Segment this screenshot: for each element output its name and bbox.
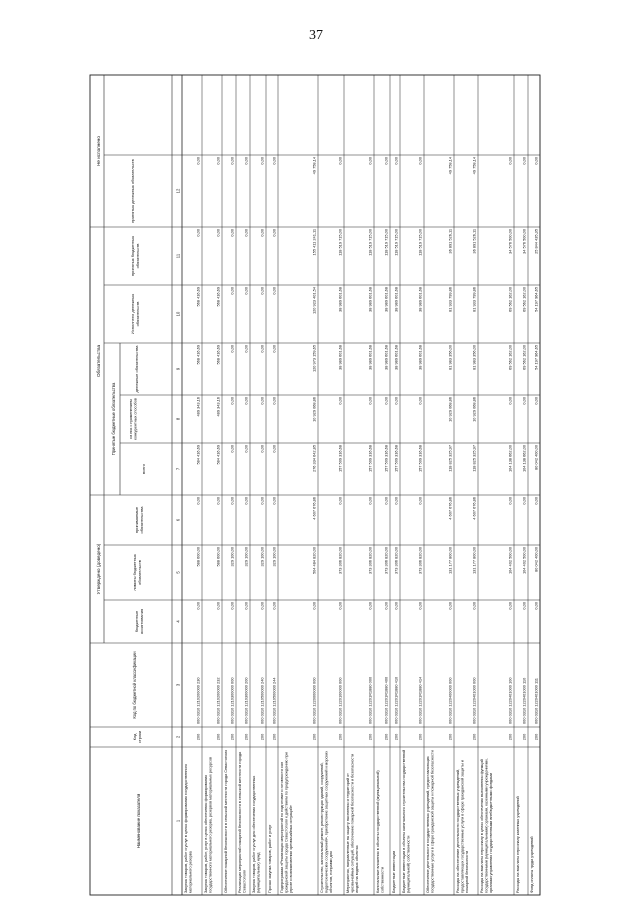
- row-name: Бюджетные инвестиции: [392, 850, 396, 893]
- row-value-c8: 0,00: [393, 397, 399, 405]
- row-value-c9: 38 989 601,68: [417, 345, 423, 370]
- row-value-c6: 4 607 676,86: [311, 497, 317, 520]
- column-number: 3: [175, 683, 181, 687]
- row-value-c4: 0,00: [447, 602, 453, 610]
- row-code: 200: [471, 733, 477, 741]
- row-value-c4: 0,00: [311, 602, 317, 610]
- row-value-c7: 80 042 400,00: [533, 445, 539, 470]
- row-value-c4: 0,00: [383, 602, 389, 610]
- row-value-c8: 0,00: [259, 397, 265, 405]
- row-value-c5: 373 306 820,00: [367, 547, 373, 575]
- row-value-c9: 38 989 601,68: [337, 345, 343, 370]
- row-value-c4: 0,00: [507, 602, 513, 610]
- row-value-c5: 131 177 800,00: [447, 547, 453, 575]
- row-value-c9: 0,00: [243, 345, 249, 353]
- row-value-c10: 38 989 601,68: [367, 287, 373, 312]
- row-value-c5: 373 306 820,00: [383, 547, 389, 575]
- row-value-c4: 0,00: [259, 602, 265, 610]
- row-value-c10: 38 989 601,68: [337, 287, 343, 312]
- row-value-c5: 373 306 820,00: [393, 547, 399, 575]
- header-obligations: Обязательства: [96, 344, 101, 378]
- row-value-c9: 0,00: [229, 345, 235, 353]
- header-total: всего: [141, 464, 146, 474]
- column-number: 5: [175, 571, 181, 574]
- row-value-c7: 104 138 662,00: [507, 445, 513, 473]
- header-accepted-obligations: принимаемыеобязательства: [134, 506, 144, 534]
- row-name: Бюджетные инвестиции в объекты капитального строительства государственной(муниципальной) собственности: [402, 749, 411, 893]
- row-value-c8: 0,00: [367, 397, 373, 405]
- row-value-c11: 34 576 500,00: [521, 229, 527, 254]
- row-name: Закупка товаров, работ и услуг в целях формирования государственногоматериального резерва: [184, 763, 193, 893]
- row-value-c4: 0,00: [243, 602, 249, 610]
- row-value-c11: 36 891 526,11: [471, 229, 477, 254]
- row-value-c4: 0,00: [229, 602, 235, 610]
- row-value-c10: 0,00: [271, 287, 277, 295]
- row-value-c5: 329 100,00: [259, 547, 265, 567]
- row-value-c7: 157 509 316,68: [393, 445, 399, 473]
- row-value-c10: 0,00: [259, 287, 265, 295]
- row-value-c11: 34 576 500,00: [507, 229, 513, 254]
- column-number: 10: [175, 311, 181, 317]
- row-value-c7: 118 825 325,97: [471, 445, 477, 472]
- row-name: Расходы на обеспечение деятельности государственных учреждений,предоставляющих государственные услуги в сфере гражданской защиты ипожарной безопасности: [456, 760, 469, 893]
- row-value-c4: 0,00: [195, 602, 201, 610]
- row-value-c10: 81 933 799,86: [471, 287, 477, 312]
- row-value-c11: 0,00: [215, 229, 221, 237]
- header-name: Наименование показателя: [136, 793, 141, 849]
- column-number: 2: [175, 735, 181, 739]
- header-budget-code: Код по бюджетной классификации: [132, 651, 137, 719]
- row-name: Закупка товаров, работ и услуг для обеспечения государственных(муниципальных) нужд: [252, 775, 261, 893]
- table-frame: [90, 75, 540, 895]
- row-value-c9: 38 989 601,68: [393, 345, 399, 370]
- row-value-c7: 157 509 316,68: [383, 445, 389, 473]
- row-value-c8: 0,00: [507, 397, 513, 405]
- row-value-c11: 118 519 715,00: [417, 229, 423, 256]
- row-value-c7: 157 509 316,68: [367, 445, 373, 473]
- row-value-c12: 0,00: [367, 157, 373, 165]
- header-limits: лимиты бюджетныхобязательств: [132, 554, 142, 591]
- row-value-c5: 104 402 500,00: [521, 547, 527, 575]
- row-value-c5: 373 306 820,00: [337, 547, 343, 575]
- row-code: 200: [367, 733, 373, 741]
- row-code: 200: [311, 733, 317, 741]
- row-code: 200: [195, 733, 201, 741]
- row-kbk: 000 0310 1210500000 244: [271, 677, 277, 724]
- row-value-c11: 0,00: [229, 229, 235, 237]
- row-value-c4: 0,00: [271, 602, 277, 610]
- row-value-c5: 588 600,00: [195, 547, 201, 567]
- row-value-c10: 69 562 162,00: [507, 287, 513, 312]
- header-executed: Исполнено денежныхобязательств: [130, 293, 140, 335]
- row-value-c5: 329 100,00: [243, 547, 249, 567]
- row-value-c7: 584 416,69: [215, 445, 221, 465]
- row-value-c12: 0,00: [243, 157, 249, 165]
- row-value-c9: 81 983 356,00: [447, 345, 453, 370]
- row-kbk: 000 0310 1210300000 000: [229, 677, 235, 724]
- row-value-c10: 38 989 601,68: [393, 287, 399, 312]
- row-value-c9: 54 197 964,65: [533, 345, 539, 370]
- row-name: Строительство, капитальный ремонт, реконструкция зданий, сооружений,гидротехнических сооружений», приобретение защитных сооружений и морскихобъектов, поправки для: [320, 750, 333, 893]
- row-value-c7: 118 825 325,97: [447, 445, 453, 472]
- row-value-c6: 0,00: [215, 497, 221, 505]
- row-kbk: 000 0310 1220400000 000: [447, 677, 453, 724]
- row-value-c10: 568 416,69: [195, 287, 201, 307]
- row-value-c5: 80 042 400,00: [533, 547, 539, 572]
- row-kbk: 000 0310 1220000000 000: [311, 677, 317, 724]
- row-code: 200: [507, 733, 513, 741]
- row-value-c4: 0,00: [417, 602, 423, 610]
- row-value-c8: 0,00: [337, 397, 343, 405]
- row-value-c12: 0,00: [383, 157, 389, 165]
- row-name: Закупка товаров, работ, услуг в целях обеспечения формированиягосударственного материального резерва, резервов материальных ресурсов: [204, 756, 213, 893]
- header-not-executed: Не исполнено: [96, 136, 101, 166]
- row-kbk: 000 0310 1220100000 000: [337, 677, 343, 724]
- row-value-c10: 568 416,69: [215, 287, 221, 307]
- row-value-c4: 0,00: [471, 602, 477, 610]
- row-code: 200: [337, 733, 343, 741]
- row-kbk: 000 0310 1220401000 000: [471, 677, 477, 724]
- row-value-c8: 489 343,16: [195, 397, 201, 417]
- row-value-c5: 104 402 500,00: [507, 547, 513, 575]
- row-code: 200: [417, 733, 423, 741]
- row-value-c11: 0,00: [271, 229, 277, 237]
- row-value-c9: 0,00: [271, 345, 277, 353]
- row-value-c12: 0,00: [393, 157, 399, 165]
- row-value-c12: 0,00: [533, 157, 539, 165]
- row-name: Обеспечение пожарной безопасности в сельской местности города Севастополя: [224, 749, 228, 893]
- column-number: 7: [175, 467, 181, 471]
- row-code: 200: [215, 733, 221, 741]
- row-value-c6: 0,00: [393, 497, 399, 505]
- row-kbk: 000 0310 1210200000 232: [215, 677, 221, 724]
- row-value-c8: 0,00: [271, 397, 277, 405]
- row-code: 200: [229, 733, 235, 741]
- row-value-c4: 0,00: [393, 602, 399, 610]
- column-number: 4: [175, 620, 181, 623]
- row-value-c12: 0,00: [521, 157, 527, 165]
- row-value-c9: 81 983 356,00: [471, 345, 477, 370]
- column-number: 1: [175, 819, 181, 823]
- row-value-c12: 0,00: [259, 157, 265, 165]
- row-value-c10: 0,00: [243, 287, 249, 295]
- column-number: 6: [175, 518, 181, 522]
- column-number: 11: [175, 253, 181, 259]
- row-value-c9: 69 562 162,00: [507, 345, 513, 370]
- row-value-c7: 104 138 662,00: [521, 445, 527, 473]
- row-value-c8: 10 929 068,86: [311, 397, 317, 422]
- header-allocations: бюджетныеассигнования: [134, 608, 144, 635]
- row-value-c6: 4 607 676,86: [471, 497, 477, 520]
- row-value-c10: 120 923 401,54: [311, 287, 317, 315]
- row-code: 200: [533, 733, 539, 741]
- row-value-c11: 0,00: [259, 229, 265, 237]
- row-kbk: 000 0310 12201R1880 410: [393, 676, 399, 724]
- row-value-c9: 0,00: [259, 345, 265, 353]
- row-value-c6: 0,00: [195, 497, 201, 505]
- row-value-c8: 0,00: [533, 397, 539, 405]
- page-number: 37: [309, 28, 323, 43]
- row-value-c10: 69 562 162,00: [521, 287, 527, 312]
- row-value-c4: 0,00: [215, 602, 221, 610]
- row-value-c8: 10 929 068,86: [447, 397, 453, 422]
- row-value-c10: 0,00: [229, 287, 235, 295]
- row-code: 200: [383, 733, 389, 741]
- row-value-c12: 0,00: [337, 157, 343, 165]
- row-kbk: 000 0310 1210500000 240: [259, 677, 265, 724]
- row-value-c12: 0,00: [417, 157, 423, 165]
- row-value-c6: 0,00: [243, 497, 249, 505]
- row-kbk: 000 0310 12201R1880 000: [367, 676, 373, 724]
- row-value-c7: 584 416,69: [195, 445, 201, 465]
- row-value-c11: 0,00: [243, 229, 249, 237]
- header-monetary: денежные обязательства: [134, 345, 139, 393]
- row-code: 200: [447, 733, 453, 741]
- row-kbk: 000 0310 12201R1880 400: [383, 676, 389, 724]
- row-kbk: 000 0310 12201R1880 414: [417, 676, 423, 724]
- row-value-c7: 276 334 642,85: [311, 445, 317, 473]
- column-number: 12: [175, 188, 181, 194]
- row-value-c4: 0,00: [521, 602, 527, 610]
- row-value-c10: 38 989 601,68: [383, 287, 389, 312]
- row-kbk: 000 0310 1210200000 230: [195, 677, 201, 724]
- row-code: 200: [393, 733, 399, 741]
- header-competitive: из них с применениемконкурентных способов: [129, 398, 138, 440]
- row-value-c6: 0,00: [337, 497, 343, 505]
- row-value-c9: 38 989 601,68: [367, 345, 373, 370]
- row-value-c8: 0,00: [229, 397, 235, 405]
- row-value-c11: 36 891 526,11: [447, 229, 453, 254]
- row-value-c5: 131 177 800,00: [471, 547, 477, 575]
- row-value-c6: 4 607 676,86: [447, 497, 453, 520]
- row-value-c6: 0,00: [383, 497, 389, 505]
- row-value-c11: 118 519 715,00: [393, 229, 399, 256]
- row-value-c9: 568 416,69: [215, 345, 221, 365]
- header-approved: Утверждено (доведено): [96, 543, 101, 595]
- row-name: Фонд оплаты труда учреждений: [530, 836, 534, 893]
- header-ne-budget: принятых бюджетныхобязательств: [130, 235, 140, 277]
- row-value-c6: 0,00: [507, 497, 513, 505]
- row-value-c12: 0,00: [195, 157, 201, 165]
- row-value-c6: 0,00: [417, 497, 423, 505]
- row-kbk: 000 0310 1220401000 111: [533, 678, 539, 724]
- row-code: 200: [259, 733, 265, 741]
- header-accepted-budget: Принятые бюджетные обязательства: [111, 382, 116, 456]
- row-name: Капитальные вложения в объекты государственной (муниципальной)собственности: [376, 770, 385, 893]
- row-value-c7: 0,00: [229, 445, 235, 453]
- row-value-c8: 0,00: [383, 397, 389, 405]
- row-value-c7: 157 509 316,68: [337, 445, 343, 473]
- row-value-c12: 49 758,14: [447, 157, 453, 175]
- row-value-c7: 0,00: [271, 445, 277, 453]
- row-value-c8: 0,00: [243, 397, 249, 405]
- row-value-c5: 329 100,00: [271, 547, 277, 567]
- row-code: 200: [271, 733, 277, 741]
- row-name: Расходы на выплаты персоналу казенных учреждений: [516, 796, 520, 893]
- row-value-c6: 0,00: [271, 497, 277, 505]
- row-value-c10: 38 989 601,68: [417, 287, 423, 312]
- column-number: 9: [175, 367, 181, 371]
- row-value-c6: 0,00: [229, 497, 235, 505]
- row-value-c11: 118 519 715,00: [383, 229, 389, 256]
- row-value-c9: 120 973 159,65: [311, 345, 317, 373]
- row-value-c10: 81 933 799,86: [447, 287, 453, 312]
- row-value-c9: 69 562 162,00: [521, 345, 527, 370]
- row-value-c11: 118 519 715,00: [367, 229, 373, 256]
- row-value-c8: 0,00: [521, 397, 527, 405]
- row-value-c11: 155 411 241,11: [311, 229, 317, 256]
- row-value-c6: 0,00: [521, 497, 527, 505]
- row-kbk: 000 0310 1210300000 200: [243, 677, 249, 724]
- row-value-c12: 0,00: [271, 157, 277, 165]
- row-value-c11: 0,00: [195, 229, 201, 237]
- row-value-c5: 329 100,00: [229, 547, 235, 567]
- row-value-c7: 0,00: [259, 445, 265, 453]
- table-rotated-group: [90, 75, 540, 895]
- column-number: 8: [175, 417, 181, 421]
- row-value-c11: 25 844 435,35: [533, 229, 539, 254]
- row-value-c8: 0,00: [417, 397, 423, 405]
- row-value-c9: 568 416,69: [195, 345, 201, 365]
- row-value-c11: 118 519 715,00: [337, 229, 343, 256]
- row-value-c4: 0,00: [367, 602, 373, 610]
- row-value-c6: 0,00: [533, 497, 539, 505]
- row-kbk: 000 0310 1220401000 110: [521, 677, 527, 724]
- row-kbk: 000 0310 1220401000 100: [507, 677, 513, 724]
- row-value-c8: 10 929 068,86: [471, 397, 477, 422]
- row-value-c5: 588 600,00: [215, 547, 221, 567]
- row-value-c4: 0,00: [533, 602, 539, 610]
- row-name: Подпрограмма «Реализация мероприятий по подготовке и готовности силгражданской защиты города Севастополя к действиям по предупреждению приугрозе и возникновении чрезвычайных ситуаций»: [280, 752, 293, 893]
- row-value-c12: 0,00: [215, 157, 221, 165]
- header-ne-monetary: принятых денежных обязательств: [130, 159, 135, 223]
- row-name: Обеспечение деятельности государственных учреждений, предоставляющихгосударственные услуги в сфере гражданской защиты и пожарной безопасности: [426, 750, 435, 893]
- row-name: Мероприятия, направленные на защиту населения и территорий отчрезвычайных ситуаций, обеспечение пожарной безопасности и безопасностилюдей на водных объектах: [346, 753, 359, 893]
- row-value-c5: 504 484 820,00: [311, 547, 317, 575]
- row-name: Реализация мероприятий пожарной безопасности в сельской местности городаСевастополя: [238, 751, 247, 893]
- row-value-c5: 373 306 820,00: [417, 547, 423, 575]
- row-name: Расходы на выплаты персоналу в целях обеспечения выполнения функцийгосударственными (муниципальными) органами, казенными учреждениями,органами управления государственными внебюджетными фондами: [480, 758, 493, 893]
- row-value-c12: 49 758,14: [471, 157, 477, 175]
- row-value-c6: 0,00: [367, 497, 373, 505]
- row-value-c9: 38 989 601,68: [383, 345, 389, 370]
- row-value-c10: 54 197 964,65: [533, 287, 539, 312]
- row-value-c8: 489 343,16: [215, 397, 221, 417]
- row-value-c12: 0,00: [507, 157, 513, 165]
- header-row-code: Кодстроки: [132, 730, 142, 744]
- row-code: 200: [243, 733, 249, 741]
- row-value-c12: 49 758,14: [311, 157, 317, 175]
- row-value-c4: 0,00: [337, 602, 343, 610]
- row-value-c7: 157 509 316,68: [417, 445, 423, 473]
- row-code: 200: [521, 733, 527, 741]
- row-value-c6: 0,00: [259, 497, 265, 505]
- row-value-c12: 0,00: [229, 157, 235, 165]
- row-value-c7: 0,00: [243, 445, 249, 453]
- row-name: Прочая закупка товаров, работ и услуг: [268, 824, 272, 893]
